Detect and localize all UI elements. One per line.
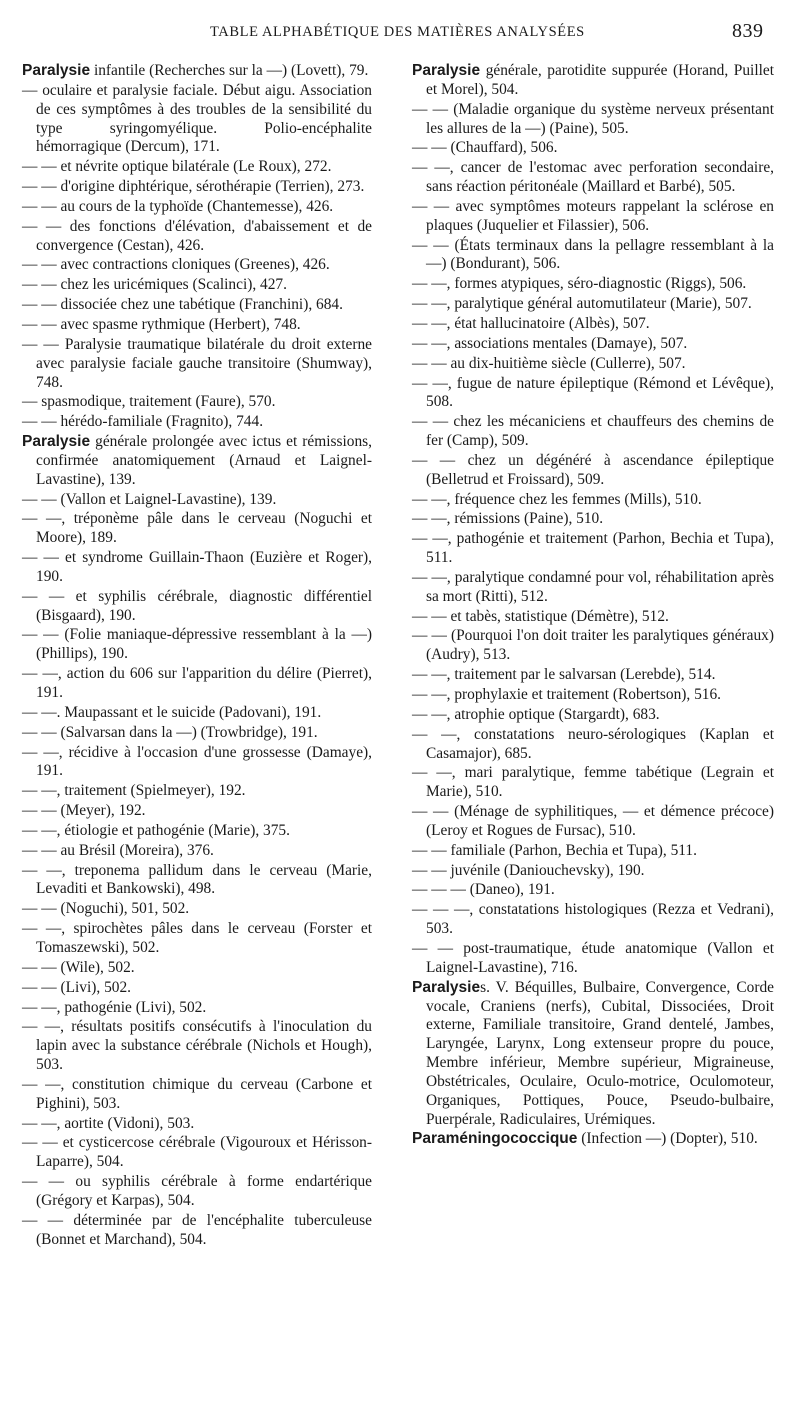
index-entry: — — (États terminaux dans la pellagre ressemblant à la —) (Bondurant), 506. xyxy=(412,236,774,273)
index-entry: — —, état hallucinatoire (Albès), 507. xyxy=(412,314,650,332)
index-entry: — —, action du 606 sur l'apparition du délire (Pierret), 191. xyxy=(22,665,372,701)
index-entry: — — déterminée par de l'encéphalite tuberculeuse (Bonnet et Marchand), 504. xyxy=(22,1211,372,1248)
index-entry: — —, paralytique général automutilateur (Marie), 507. xyxy=(412,295,752,313)
index-entry: — — et syndrome Guillain-Thaon (Euzière et Roger), 190. xyxy=(22,549,372,585)
index-entry: — —, constitution chimique du cerveau (Carbone et Pighini), 503. xyxy=(22,1075,372,1112)
index-column-right xyxy=(412,62,774,1150)
index-entry: — —, treponema pallidum dans le cerveau (Marie, Levaditi et Bankowski), 498. xyxy=(22,861,372,898)
index-entry: — — au Brésil (Moreira), 376. xyxy=(22,841,214,859)
index-entry: — — post-traumatique, étude anatomique (Vallon et Laignel-Lavastine), 716. xyxy=(412,939,774,976)
running-header xyxy=(0,22,800,52)
index-entry: Paralysies. V. Béquilles, Bulbaire, Convergence, Corde vocale, Craniens (nerfs), Cubital, Dissociées, Droit externe, Familiale transitoire, Grand dentelé, Jambes, Laryngée, Larynx, Long extenseur propre du pouce, Membre inférieur, Membre supérieur, Migraineuse, Obstétricales, Oculaire, Oculo-motrice, Oculomoteur, Organiques, Pottiques, Pouce, Pseudo-bulbaire, Puerpérale, Radiculaires, Urémiques. xyxy=(412,978,774,1128)
index-entry: — —, étiologie et pathogénie (Marie), 375. xyxy=(22,821,290,839)
index-entry: — — (Ménage de syphilitiques, — et démence précoce) (Leroy et Rogues de Fursac), 510. xyxy=(412,803,774,839)
index-entry: — —, cancer de l'estomac avec perforation secondaire, sans réaction péritonéale (Maillard et Barbé), 505. xyxy=(412,159,774,196)
index-entry: — — chez les uricémiques (Scalinci), 427. xyxy=(22,276,287,294)
index-entry: — — et névrite optique bilatérale (Le Roux), 272. xyxy=(22,158,332,176)
index-entry: Paralysie générale, parotidite suppurée (Horand, Puillet et Morel), 504. xyxy=(412,62,774,98)
index-entry: — — (Maladie organique du système nerveux présentant les allures de la —) (Paine), 505. xyxy=(412,100,774,137)
index-entry: — —, traitement (Spielmeyer), 192. xyxy=(22,782,246,800)
index-entry: — —, tréponème pâle dans le cerveau (Noguchi et Moore), 189. xyxy=(22,510,372,547)
index-entry: — — (Chauffard), 506. xyxy=(412,139,558,157)
index-entry: — —, constatations neuro-sérologiques (Kaplan et Casamajor), 685. xyxy=(412,725,774,762)
index-entry: — —, récidive à l'occasion d'une grossesse (Damaye), 191. xyxy=(22,743,372,780)
index-entry: — — (Pourquoi l'on doit traiter les paralytiques généraux) (Audry), 513. xyxy=(412,627,774,664)
index-entry: — — juvénile (Daniouchevsky), 190. xyxy=(412,861,645,879)
index-entry: — oculaire et paralysie faciale. Début aigu. Association de ces symptômes à des troubles de la sensibilité du type syringomyélique. Polio-encéphalite hémorragique (Dercum), 171. xyxy=(22,81,372,156)
index-entry: — — —, constatations histologiques (Rezza et Vedrani), 503. xyxy=(412,901,774,938)
index-entry: Paralysie infantile (Recherches sur la —) (Lovett), 79. xyxy=(22,62,369,79)
index-entry: — —, formes atypiques, séro-diagnostic (Riggs), 506. xyxy=(412,275,747,293)
entry-headword: Paralysie xyxy=(22,433,91,451)
index-entry: — — d'origine diphtérique, sérothérapie (Terrien), 273. xyxy=(22,178,365,196)
index-entry: — — (Meyer), 192. xyxy=(22,802,146,820)
page-number: 839 xyxy=(732,20,764,42)
index-entry: — — avec contractions cloniques (Greenes), 426. xyxy=(22,256,330,274)
index-entry: — — des fonctions d'élévation, d'abaissement et de convergence (Cestan), 426. xyxy=(22,217,372,254)
index-entry: — — au cours de la typhoïde (Chantemesse), 426. xyxy=(22,197,334,215)
index-entry: — — familiale (Parhon, Bechia et Tupa), 511. xyxy=(412,841,697,859)
index-entry: — — (Salvarsan dans la —) (Trowbridge), 191. xyxy=(22,723,318,741)
entry-headword: Paralysie xyxy=(412,978,481,996)
index-entry: — —, rémissions (Paine), 510. xyxy=(412,510,604,528)
index-entry: — —, résultats positifs consécutifs à l'inoculation du lapin avec la substance cérébrale (Nichols et Hough), 503. xyxy=(22,1018,372,1074)
index-entry: — — au dix-huitième siècle (Cullerre), 507. xyxy=(412,354,686,372)
index-entry: — — Paralysie traumatique bilatérale du droit externe avec paralysie faciale gauche transitoire (Shumway), 748. xyxy=(22,335,372,391)
index-entry: — — (Folie maniaque-dépressive ressemblant à la —) (Phillips), 190. xyxy=(22,626,372,663)
index-entry: Paralysie générale prolongée avec ictus et rémissions, confirmée anatomiquement (Arnaud et Laignel-Lavastine), 139. xyxy=(22,433,372,488)
index-entry: — — (Vallon et Laignel-Lavastine), 139. xyxy=(22,490,277,508)
index-entry: — —. Maupassant et le suicide (Padovani), 191. xyxy=(22,703,322,721)
entry-headword: Paraméningococcique xyxy=(412,1130,578,1148)
index-entry: — —, spirochètes pâles dans le cerveau (Forster et Tomaszewski), 502. xyxy=(22,920,372,956)
index-entry: — — dissociée chez une tabétique (Franchini), 684. xyxy=(22,296,343,314)
index-entry: — —, paralytique condamné pour vol, réhabilitation après sa mort (Ritti), 512. xyxy=(412,568,774,605)
index-entry: — —, associations mentales (Damaye), 507. xyxy=(412,334,688,352)
index-entry: — — (Wile), 502. xyxy=(22,958,135,976)
index-entry: — — avec symptômes moteurs rappelant la sclérose en plaques (Juquelier et Filassier), 506. xyxy=(412,197,774,234)
index-entry: — — chez un dégénéré à ascendance épileptique (Belletrud et Froissard), 509. xyxy=(412,451,774,488)
index-entry: — —, fugue de nature épileptique (Rémond et Lévêque), 508. xyxy=(412,374,774,411)
index-entry: — — chez les mécaniciens et chauffeurs des chemins de fer (Camp), 509. xyxy=(412,413,774,450)
index-entry: — —, mari paralytique, femme tabétique (Legrain et Marie), 510. xyxy=(412,764,774,801)
entry-headword: Paralysie xyxy=(22,62,91,79)
index-entry: — — (Noguchi), 501, 502. xyxy=(22,900,190,918)
index-entry: — — (Livi), 502. xyxy=(22,978,132,996)
index-entry: — — — (Daneo), 191. xyxy=(412,881,555,899)
index-entry: — — avec spasme rythmique (Herbert), 748. xyxy=(22,315,301,333)
index-entry: — — hérédo-familiale (Fragnito), 744. xyxy=(22,413,264,431)
index-entry: — —, prophylaxie et traitement (Robertson), 516. xyxy=(412,686,722,703)
index-entry: — —, pathogénie et traitement (Parhon, Bechia et Tupa), 511. xyxy=(412,530,774,567)
index-entry: — — et cysticercose cérébrale (Vigouroux et Hérisson-Laparre), 504. xyxy=(22,1134,372,1171)
entry-headword: Paralysie xyxy=(412,62,481,79)
index-entry: — — ou syphilis cérébrale à forme endartérique (Grégory et Karpas), 504. xyxy=(22,1173,372,1209)
header-title: TABLE ALPHABÉTIQUE DES MATIÈRES ANALYSÉES xyxy=(210,24,585,40)
index-column-left xyxy=(22,62,372,1250)
index-entry: Paraméningococcique (Infection —) (Dopter), 510. xyxy=(412,1130,758,1148)
index-entry: — — et tabès, statistique (Démètre), 512. xyxy=(412,607,669,625)
index-entry: — — et syphilis cérébrale, diagnostic différentiel (Bisgaard), 190. xyxy=(22,587,372,624)
index-entry: — —, traitement par le salvarsan (Lerebde), 514. xyxy=(412,666,716,684)
index-entry: — spasmodique, traitement (Faure), 570. xyxy=(22,393,276,411)
index-entry: — —, pathogénie (Livi), 502. xyxy=(22,998,207,1016)
index-entry: — —, atrophie optique (Stargardt), 683. xyxy=(412,705,660,723)
index-entry: — —, aortite (Vidoni), 503. xyxy=(22,1114,195,1132)
index-entry: — —, fréquence chez les femmes (Mills), 510. xyxy=(412,490,702,508)
